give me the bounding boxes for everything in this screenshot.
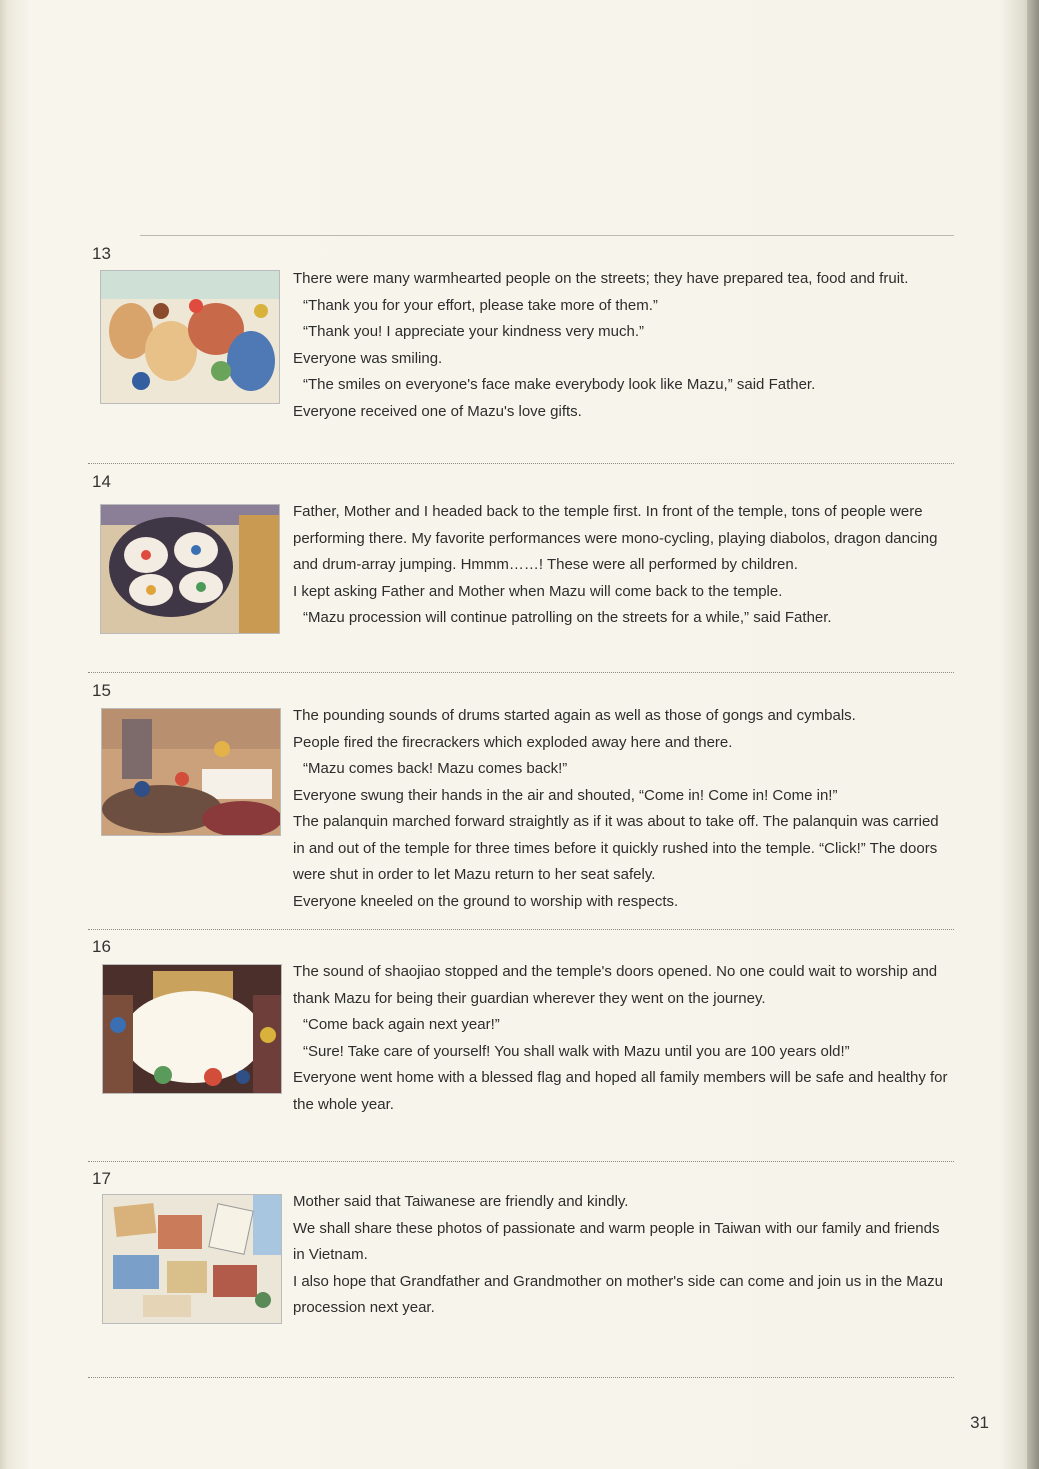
- section-divider: [88, 463, 954, 464]
- illustration-temple-doors-open: [102, 964, 282, 1094]
- scene-line: “The smiles on everyone's face make everybody look like Mazu,” said Father.: [303, 376, 816, 393]
- scene-text: [293, 959, 953, 1118]
- scene-line: Everyone swung their hands in the air and shouted, “Come in! Come in! Come in!”: [293, 786, 838, 804]
- scene-line: Mother said that Taiwanese are friendly and kindly.: [293, 1193, 629, 1210]
- scene-number: 14: [92, 472, 111, 491]
- scene-text: [293, 266, 953, 425]
- scene-line: “Come back again next year!”: [303, 1016, 500, 1033]
- scene-line: We shall share these photos of passionate and warm people in Taiwan with our family and friends in Vietnam.: [293, 1219, 940, 1263]
- scene-line: Father, Mother and I headed back to the temple first. In front of the temple, tons of people were performing there. My favorite performances were mono-cycling, playing diabolos, dragon dancing and drum-array jumping. Hmmm……! These were all performed by children.: [293, 503, 938, 573]
- scene-line: I also hope that Grandfather and Grandmother on mother's side can come and join us in the Mazu procession next year.: [293, 1272, 943, 1316]
- scene-line: “Mazu procession will continue patrolling on the streets for a while,” said Father.: [303, 609, 832, 626]
- illustration-photos-collage: [102, 1194, 282, 1324]
- scene-line: “Mazu comes back! Mazu comes back!”: [303, 760, 568, 777]
- section-divider: [88, 1161, 954, 1162]
- scene-text: [293, 499, 953, 632]
- scene-line: People fired the firecrackers which exploded away here and there.: [293, 733, 733, 751]
- scene-text: [293, 703, 953, 915]
- illustration-street-crowd: [100, 270, 280, 404]
- scene-line: The pounding sounds of drums started again as well as those of gongs and cymbals.: [293, 707, 856, 724]
- scene-number: 17: [92, 1169, 111, 1188]
- scene-number: 16: [92, 937, 111, 956]
- scene-line: The sound of shaojiao stopped and the temple's doors opened. No one could wait to worship and thank Mazu for being their guardian wherever they went on the journey.: [293, 963, 938, 1007]
- illustration-palanquin-return: [101, 708, 281, 836]
- section-divider: [88, 1377, 954, 1378]
- scene-line: There were many warmhearted people on the streets; they have prepared tea, food and fruit.: [293, 270, 909, 287]
- scene-line: I kept asking Father and Mother when Mazu will come back to the temple.: [293, 582, 783, 600]
- scene-line: “Thank you! I appreciate your kindness very much.”: [303, 323, 644, 340]
- page-edge-shadow: [1027, 0, 1039, 1469]
- scene-number: 13: [92, 244, 111, 263]
- scene-text: [293, 1189, 953, 1322]
- scene-line: Everyone went home with a blessed flag and hoped all family members will be safe and healthy for the whole year.: [293, 1069, 948, 1113]
- section-divider: [140, 235, 954, 236]
- scene-line: Everyone was smiling.: [293, 349, 443, 367]
- scene-line: The palanquin marched forward straightly as if it was about to take off. The palanquin was carried in and out of the temple for three times before it quickly rushed into the temple. “Click!” The doors were shut in order to let Mazu return to her seat safely.: [293, 813, 939, 883]
- page-number: 31: [970, 1413, 989, 1432]
- scene-line: Everyone received one of Mazu's love gifts.: [293, 402, 582, 420]
- scene-number: 15: [92, 681, 111, 700]
- scene-line: “Thank you for your effort, please take more of them.”: [303, 296, 658, 314]
- section-divider: [88, 672, 954, 673]
- section-divider: [88, 929, 954, 930]
- illustration-temple-performances: [100, 504, 280, 634]
- scene-line: Everyone kneeled on the ground to worship with respects.: [293, 892, 679, 910]
- scene-line: “Sure! Take care of yourself! You shall walk with Mazu until you are 100 years old!”: [303, 1042, 850, 1060]
